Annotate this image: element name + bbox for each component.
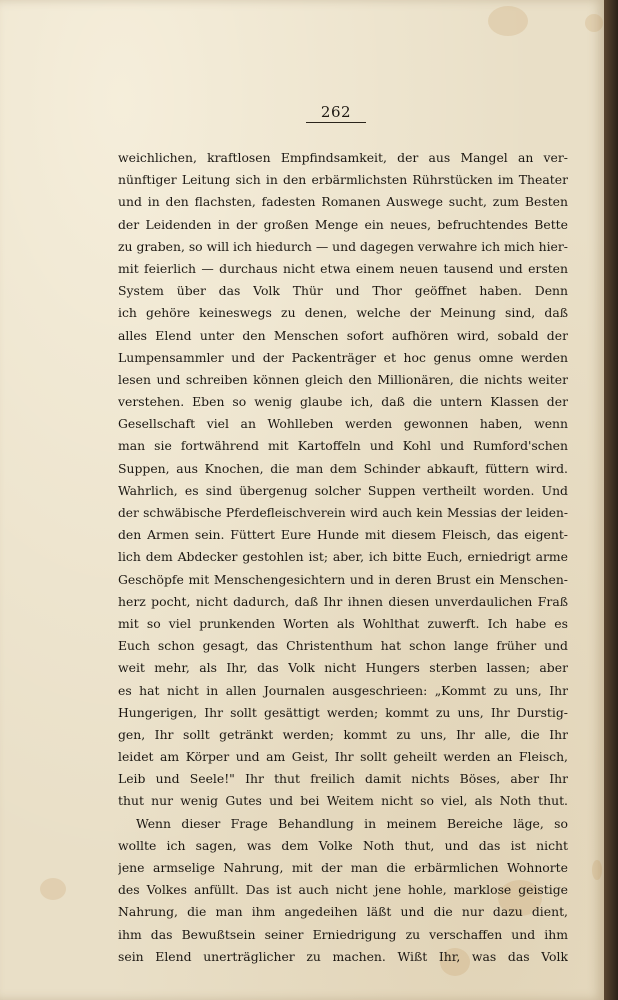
- page-number-rule: [306, 122, 366, 123]
- text-line: lesen und schreiben können gleich den Millionären, die nichts weiter: [118, 371, 568, 387]
- text-line: der Leidenden in der großen Menge ein neues, befruchtendes Bette: [118, 216, 568, 232]
- text-line: nünftiger Leitung sich in den erbärmlichsten Rührstücken im Theater: [118, 172, 568, 188]
- text-line: weit mehr, als Ihr, das Volk nicht Hungers sterben lassen; aber: [118, 660, 568, 676]
- text-line: verstehen. Eben so wenig glaube ich, daß die untern Klassen der: [118, 394, 568, 410]
- text-line: Wahrlich, es sind übergenug solcher Suppen vertheilt worden. Und: [118, 482, 568, 498]
- text-line: lich dem Abdecker gestohlen ist; aber, ich bitte Euch, erniedrigt arme: [118, 549, 568, 565]
- text-line: herz pocht, nicht dadurch, daß Ihr ihnen diesen unverdaulichen Fraß: [118, 593, 568, 609]
- text-line: gen, Ihr sollt getränkt werden; kommt zu uns, Ihr alle, die Ihr: [118, 726, 568, 742]
- text-line: leidet am Körper und am Geist, Ihr sollt geheilt werden an Fleisch,: [118, 749, 568, 765]
- text-line: System über das Volk Thür und Thor geöffnet haben. Denn: [118, 283, 568, 299]
- paper-stain: [585, 14, 603, 32]
- paper-stain: [40, 878, 66, 900]
- text-line: ich gehöre keineswegs zu denen, welche der Meinung sind, daß: [118, 305, 568, 321]
- text-line: Euch schon gesagt, das Christenthum hat schon lange früher und: [118, 638, 568, 654]
- text-line: wollte ich sagen, was dem Volke Noth thut, und das ist nicht: [118, 837, 568, 853]
- text-line-paragraph-start: Wenn dieser Frage Behandlung in meinem Bereiche läge, so: [136, 815, 568, 831]
- text-line: Geschöpfe mit Menschengesichtern und in deren Brust ein Menschen-: [118, 571, 568, 587]
- text-line: Lumpensammler und der Packenträger et hoc genus omne werden: [118, 349, 568, 365]
- text-line: mit feierlich — durchaus nicht etwa einem neuen tausend und ersten: [118, 260, 568, 276]
- text-line: sein Elend unerträglicher zu machen. Wißt Ihr, was das Volk: [118, 948, 568, 964]
- text-line: alles Elend unter den Menschen sofort aufhören wird, sobald der: [118, 327, 568, 343]
- text-line: mit so viel prunkenden Worten als Wohlthat zuwerft. Ich habe es: [118, 615, 568, 631]
- text-line: Leib und Seele!" Ihr thut freilich damit nichts Böses, aber Ihr: [118, 771, 568, 787]
- paper-stain: [488, 6, 528, 36]
- text-line: Hungerigen, Ihr sollt gesättigt werden; kommt zu uns, Ihr Durstig-: [118, 704, 568, 720]
- paper-stain: [592, 860, 602, 880]
- page-number: 262: [320, 103, 352, 121]
- text-line: zu graben, so will ich hiedurch — und dagegen verwahre ich mich hier-: [118, 238, 568, 254]
- text-line: thut nur wenig Gutes und bei Weitem nicht so viel, als Noth thut.: [118, 793, 568, 809]
- book-gutter-edge: [604, 0, 618, 1000]
- text-line: Nahrung, die man ihm angedeihen läßt und die nur dazu dient,: [118, 904, 568, 920]
- text-line: des Volkes anfüllt. Das ist auch nicht jene hohle, marklose geistige: [118, 882, 568, 898]
- text-line: es hat nicht in allen Journalen ausgeschrieen: „Kommt zu uns, Ihr: [118, 682, 568, 698]
- text-line: Suppen, aus Knochen, die man dem Schinder abkauft, füttern wird.: [118, 460, 568, 476]
- text-line: und in den flachsten, fadesten Romanen Auswege sucht, zum Besten: [118, 194, 568, 210]
- text-line: der schwäbische Pferdefleischverein wird auch kein Messias der leiden-: [118, 506, 568, 520]
- text-line: den Armen sein. Füttert Eure Hunde mit diesem Fleisch, das eigent-: [118, 527, 568, 543]
- text-line: jene armselige Nahrung, mit der man die erbärmlichen Wohnorte: [118, 860, 568, 875]
- text-line: weichlichen, kraftlosen Empfindsamkeit, der aus Mangel an ver-: [118, 150, 568, 165]
- text-line: man sie fortwährend mit Kartoffeln und Kohl und Rumford'schen: [118, 438, 568, 454]
- text-line: Gesellschaft viel an Wohlleben werden gewonnen haben, wenn: [118, 416, 568, 432]
- body-text: [118, 147, 568, 968]
- text-line: ihm das Bewußtsein seiner Erniedrigung zu verschaffen und ihm: [118, 926, 568, 942]
